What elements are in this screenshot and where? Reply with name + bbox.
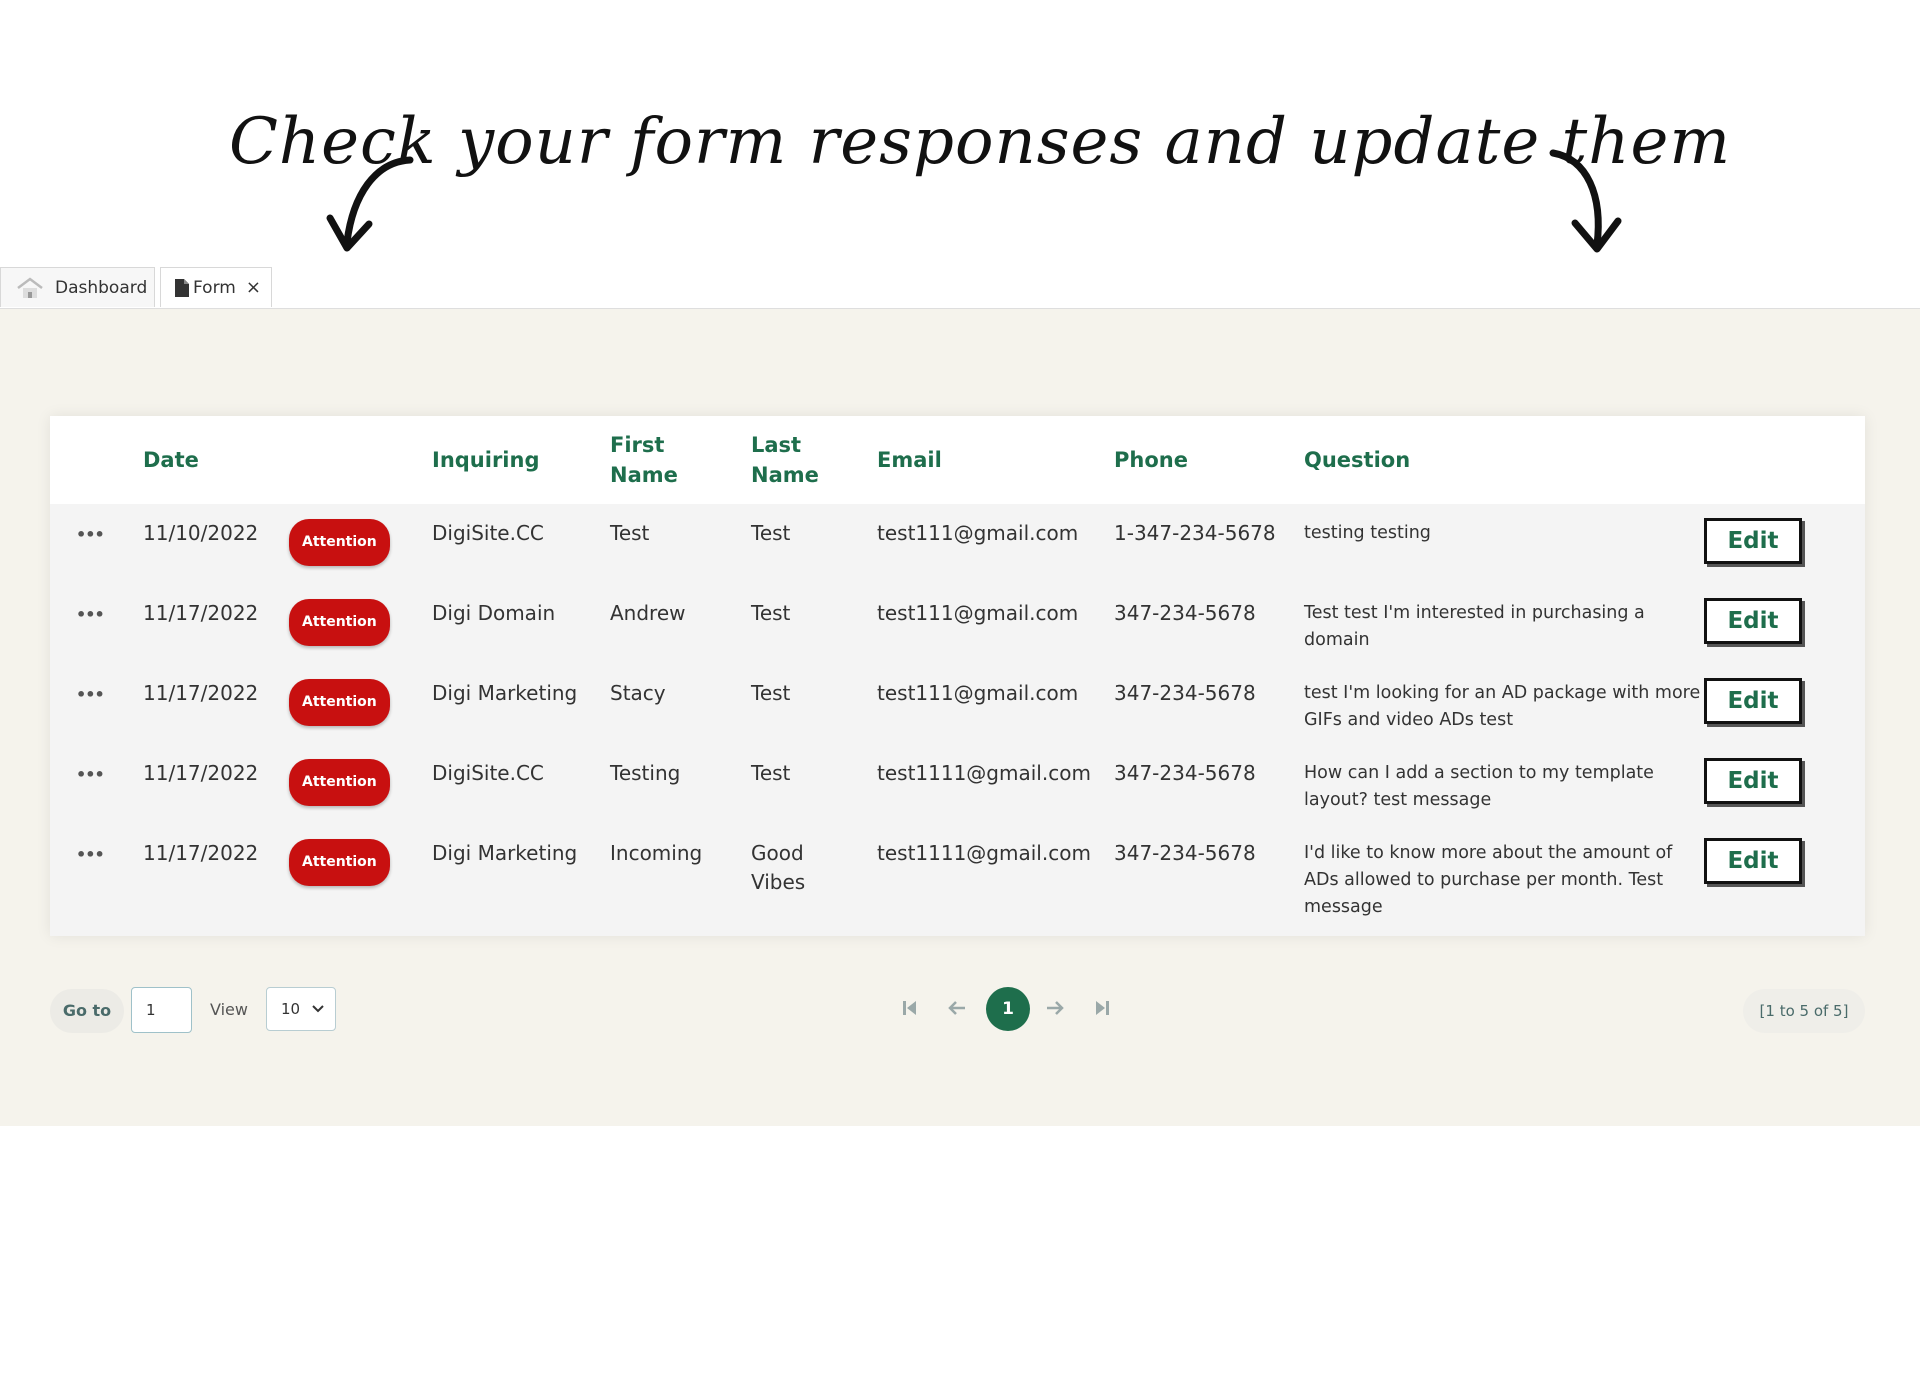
- curved-arrow-right-icon: [1545, 145, 1635, 260]
- row-email: test1111@gmail.com: [877, 761, 1091, 785]
- row-first-name: Testing: [610, 761, 681, 785]
- row-question: I'd like to know more about the amount of ADs allowed to purchase per month. Test message: [1304, 843, 1673, 917]
- attention-badge: Attention: [289, 599, 390, 646]
- goto-page-input[interactable]: [131, 987, 192, 1033]
- row-menu-icon[interactable]: •••: [76, 685, 104, 704]
- col-status-header: [289, 416, 432, 504]
- row-phone: 1-347-234-5678: [1114, 521, 1276, 545]
- row-inquiring: DigiSite.CC: [432, 761, 544, 785]
- tab-dashboard-label: Dashboard: [55, 277, 148, 298]
- edit-button[interactable]: Edit: [1704, 598, 1802, 644]
- row-date: 11/17/2022: [143, 841, 259, 865]
- col-last-name-header[interactable]: Last Name: [751, 433, 819, 487]
- workspace: [0, 309, 1920, 1126]
- view-count-select[interactable]: [266, 987, 336, 1031]
- row-inquiring: DigiSite.CC: [432, 521, 544, 545]
- table-row: [50, 664, 1865, 744]
- close-icon[interactable]: ×: [245, 277, 261, 298]
- table-footer: [50, 986, 1865, 1036]
- row-question: Test test I'm interested in purchasing a domain: [1304, 603, 1645, 650]
- table-row: [50, 504, 1865, 584]
- document-icon: [175, 279, 189, 297]
- table-row: [50, 824, 1865, 926]
- edit-button[interactable]: Edit: [1704, 678, 1802, 724]
- view-count-value: 10: [281, 1000, 301, 1018]
- attention-badge: Attention: [289, 839, 390, 886]
- edit-button[interactable]: Edit: [1704, 838, 1802, 884]
- col-menu-header: [50, 416, 143, 504]
- col-phone-header[interactable]: Phone: [1114, 448, 1188, 472]
- row-phone: 347-234-5678: [1114, 761, 1256, 785]
- page-headline: Check your form responses and update them: [228, 105, 1732, 179]
- previous-page-icon[interactable]: [946, 997, 968, 1023]
- attention-badge: Attention: [289, 679, 390, 726]
- row-date: 11/10/2022: [143, 521, 259, 545]
- row-question: How can I add a section to my template layout? test message: [1304, 763, 1654, 810]
- row-email: test111@gmail.com: [877, 601, 1079, 625]
- table-header-row: [50, 416, 1865, 504]
- chevron-down-icon: [311, 999, 325, 1023]
- row-email: test1111@gmail.com: [877, 841, 1091, 865]
- tab-bar: [0, 267, 1920, 309]
- row-first-name: Incoming: [610, 841, 703, 865]
- row-date: 11/17/2022: [143, 681, 259, 705]
- col-question-header[interactable]: Question: [1304, 448, 1411, 472]
- row-date: 11/17/2022: [143, 601, 259, 625]
- row-last-name: Test: [751, 761, 791, 785]
- row-first-name: Andrew: [610, 601, 686, 625]
- tab-form[interactable]: [160, 267, 272, 307]
- row-menu-icon[interactable]: •••: [76, 845, 104, 864]
- row-email: test111@gmail.com: [877, 681, 1079, 705]
- row-phone: 347-234-5678: [1114, 601, 1256, 625]
- row-first-name: Stacy: [610, 681, 666, 705]
- row-last-name: Test: [751, 681, 791, 705]
- row-date: 11/17/2022: [143, 761, 259, 785]
- row-menu-icon[interactable]: •••: [76, 525, 104, 544]
- table-row: [50, 744, 1865, 824]
- row-menu-icon[interactable]: •••: [76, 605, 104, 624]
- row-menu-icon[interactable]: •••: [76, 765, 104, 784]
- view-label: View: [210, 1000, 248, 1019]
- record-range-text: [1 to 5 of 5]: [1743, 989, 1865, 1033]
- row-last-name: Test: [751, 601, 791, 625]
- row-last-name: Good Vibes: [751, 841, 806, 894]
- col-first-name-header[interactable]: First Name: [610, 433, 678, 487]
- row-phone: 347-234-5678: [1114, 681, 1256, 705]
- edit-button[interactable]: Edit: [1704, 518, 1802, 564]
- table-row: [50, 584, 1865, 664]
- curved-arrow-left-icon: [325, 150, 425, 260]
- row-email: test111@gmail.com: [877, 521, 1079, 545]
- next-page-icon[interactable]: [1044, 997, 1066, 1023]
- goto-button[interactable]: Go to: [50, 989, 124, 1033]
- tab-form-label: Form: [193, 277, 236, 298]
- col-email-header[interactable]: Email: [877, 448, 942, 472]
- home-icon: [15, 276, 45, 300]
- tab-dashboard[interactable]: [0, 267, 155, 307]
- responses-table: [50, 416, 1865, 926]
- col-date-header[interactable]: Date: [143, 448, 199, 472]
- row-inquiring: Digi Domain: [432, 601, 556, 625]
- edit-button[interactable]: Edit: [1704, 758, 1802, 804]
- attention-badge: Attention: [289, 759, 390, 806]
- attention-badge: Attention: [289, 519, 390, 566]
- pagination: [850, 987, 1080, 1035]
- first-page-icon[interactable]: [900, 997, 920, 1023]
- row-inquiring: Digi Marketing: [432, 681, 578, 705]
- row-inquiring: Digi Marketing: [432, 841, 578, 865]
- row-last-name: Test: [751, 521, 791, 545]
- responses-table-card: [50, 416, 1865, 936]
- row-first-name: Test: [610, 521, 650, 545]
- current-page-button[interactable]: 1: [986, 987, 1030, 1031]
- last-page-icon[interactable]: [1092, 997, 1112, 1023]
- row-phone: 347-234-5678: [1114, 841, 1256, 865]
- col-inquiring-header[interactable]: Inquiring: [432, 448, 540, 472]
- col-action-header: [1704, 416, 1865, 504]
- row-question: testing testing: [1304, 523, 1431, 543]
- row-question: test I'm looking for an AD package with more GIFs and video ADs test: [1304, 683, 1701, 730]
